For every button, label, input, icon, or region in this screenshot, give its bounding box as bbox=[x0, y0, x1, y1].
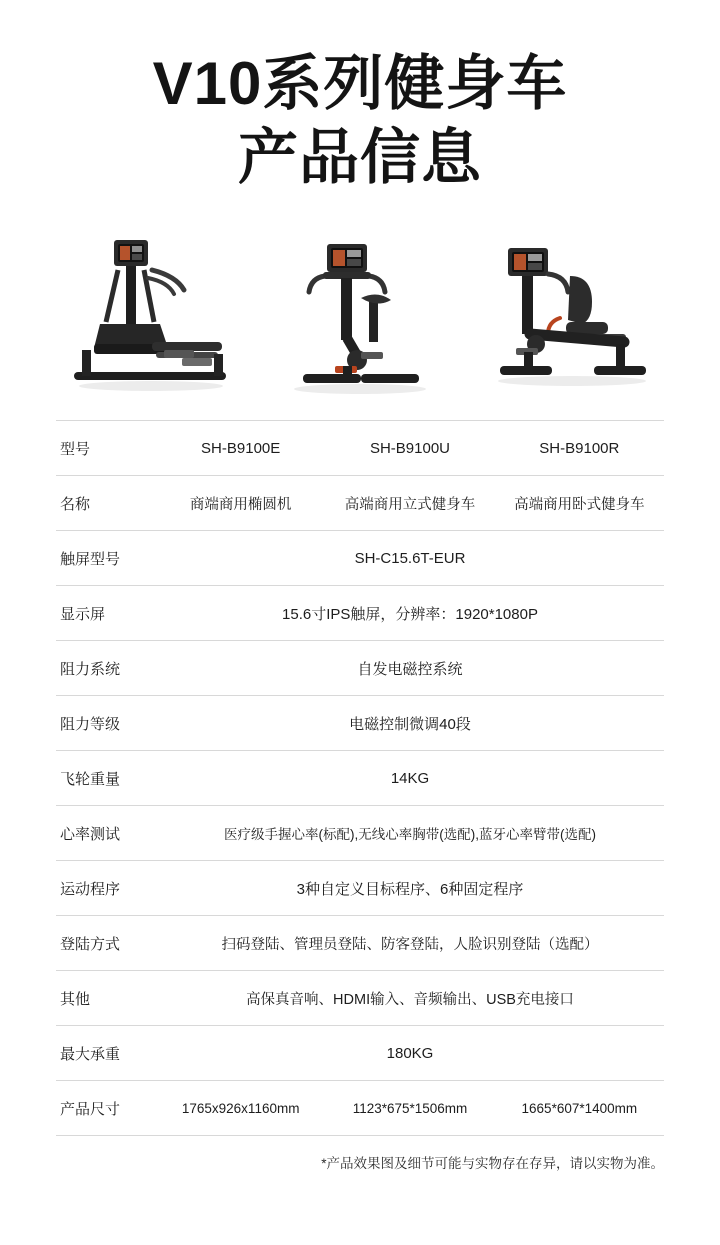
table-row bbox=[56, 1026, 664, 1081]
product-image-recumbent-bike bbox=[474, 226, 664, 406]
table-row bbox=[56, 971, 664, 1026]
footnote: *产品效果图及细节可能与实物存在存异，请以实物为准。 bbox=[321, 1156, 664, 1171]
row-value-3: SH-B9100R bbox=[539, 439, 620, 457]
row-label: 登陆方式 bbox=[60, 935, 121, 953]
row-value: 14KG bbox=[390, 769, 430, 787]
row-value: 医疗级手握心率(标配),无线心率胸带(选配),蓝牙心率臂带(选配) bbox=[224, 827, 596, 842]
row-label: 心率测试 bbox=[60, 825, 121, 843]
row-label: 产品尺寸 bbox=[60, 1100, 121, 1118]
table-row bbox=[56, 696, 664, 751]
row-value: 15.6寸IPS触屏，分辨率：1920*1080P bbox=[282, 605, 538, 623]
row-label: 阻力系统 bbox=[60, 660, 121, 678]
row-value-1: 商端商用椭圆机 bbox=[189, 496, 292, 513]
row-label: 运动程序 bbox=[60, 880, 121, 898]
row-label: 型号 bbox=[60, 440, 91, 458]
row-label: 飞轮重量 bbox=[60, 770, 121, 788]
row-value: 扫码登陆、管理员登陆、防客登陆，人脸识别登陆（选配） bbox=[221, 936, 599, 953]
row-value: SH-C15.6T-EUR bbox=[354, 549, 466, 567]
table-row bbox=[56, 916, 664, 971]
row-label: 显示屏 bbox=[60, 605, 106, 623]
table-row bbox=[56, 861, 664, 916]
title-line-1: V10系列健身车 bbox=[152, 50, 568, 117]
row-value: 高保真音响、HDMI输入、音频输出、USB充电接口 bbox=[246, 991, 574, 1008]
row-value: 自发电磁控系统 bbox=[357, 660, 463, 678]
row-label: 其他 bbox=[60, 990, 91, 1008]
row-value-1: SH-B9100E bbox=[201, 439, 281, 457]
table-row bbox=[56, 476, 664, 531]
row-value-3: 高端商用卧式健身车 bbox=[514, 496, 645, 513]
row-label: 触屏型号 bbox=[60, 550, 121, 568]
table-row bbox=[56, 806, 664, 861]
table-row bbox=[56, 751, 664, 806]
specification-table bbox=[56, 420, 664, 1136]
table-row bbox=[56, 421, 664, 476]
row-value-3: 1665*607*1400mm bbox=[521, 1100, 638, 1116]
row-value: 180KG bbox=[386, 1044, 434, 1062]
table-row bbox=[56, 586, 664, 641]
table-row bbox=[56, 641, 664, 696]
row-value-2: SH-B9100U bbox=[369, 439, 451, 457]
product-image-upright-bike bbox=[265, 226, 455, 406]
product-image-elliptical-machine bbox=[56, 226, 246, 406]
table-row bbox=[56, 1081, 664, 1136]
row-value-1: 1765x926x1160mm bbox=[181, 1100, 300, 1116]
title-line-2: 产品信息 bbox=[238, 124, 482, 191]
row-value: 3种自定义目标程序、6种固定程序 bbox=[296, 880, 524, 898]
row-value: 电磁控制微调40段 bbox=[349, 715, 471, 733]
table-row bbox=[56, 531, 664, 586]
product-image-row bbox=[56, 226, 664, 406]
row-label: 名称 bbox=[60, 495, 91, 513]
row-value-2: 1123*675*1506mm bbox=[352, 1100, 468, 1116]
page-title bbox=[0, 0, 720, 190]
row-label: 阻力等级 bbox=[60, 715, 121, 733]
row-label: 最大承重 bbox=[60, 1045, 121, 1063]
row-value-2: 高端商用立式健身车 bbox=[344, 496, 476, 513]
